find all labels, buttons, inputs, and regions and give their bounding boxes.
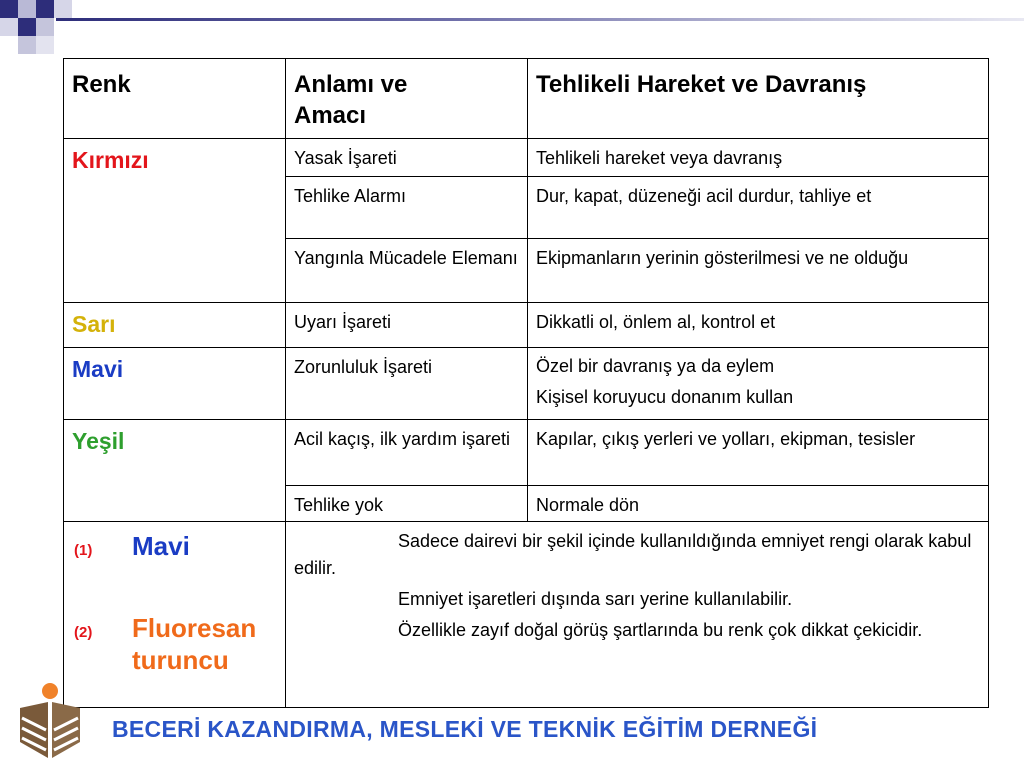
safety-colors-table <box>63 58 989 708</box>
deco-square <box>18 36 36 54</box>
header-anlam <box>286 59 528 139</box>
meaning-cell: Yasak İşareti <box>286 139 528 177</box>
deco-square <box>0 0 18 18</box>
table-row <box>64 348 989 420</box>
notes-colors-cell <box>64 522 286 708</box>
color-mavi: Mavi <box>64 348 286 420</box>
top-divider-line <box>56 18 1024 21</box>
deco-square <box>36 0 54 18</box>
action-cell: Kapılar, çıkış yerleri ve yolları, ekipman, tesisler <box>528 420 989 486</box>
note-text-3: Özellikle zayıf doğal görüş şartlarında bu renk çok dikkat çekicidir. <box>398 620 923 640</box>
deco-square <box>18 18 36 36</box>
notes-text-cell <box>286 522 989 708</box>
notes-row <box>64 522 989 708</box>
note-text-1: Sadece dairevi bir şekil içinde kullanıldığında emniyet rengi olarak kabul edilir. <box>294 531 972 578</box>
deco-square <box>0 18 18 36</box>
association-logo-icon <box>14 682 84 762</box>
meaning-cell: Uyarı İşareti <box>286 303 528 348</box>
meaning-cell: Tehlike Alarmı <box>286 177 528 239</box>
action-cell: Tehlikeli hareket veya davranış <box>528 139 989 177</box>
note-text-2: Emniyet işaretleri dışında sarı yerine kullanılabilir. <box>398 589 793 609</box>
header-anlam-line2: Amacı <box>294 102 367 130</box>
color-sari: Sarı <box>64 303 286 348</box>
meaning-cell: Zorunluluk İşareti <box>286 348 528 420</box>
logo-dot <box>42 683 58 699</box>
deco-square <box>36 18 54 36</box>
color-kirmizi: Kırmızı <box>64 139 286 303</box>
action-cell: Normale dön <box>528 486 989 522</box>
header-renk: Renk <box>64 59 286 139</box>
footer-association-name: BECERİ KAZANDIRMA, MESLEKİ VE TEKNİK EĞİTİM DERNEĞİ <box>112 716 818 742</box>
action-cell <box>528 348 989 420</box>
note-color-fluoresan: Fluoresan turuncu <box>132 613 257 675</box>
header-anlam-line1: Anlamı ve <box>294 71 408 98</box>
action-line2: Kişisel koruyucu donanım kullan <box>536 387 794 407</box>
table-row <box>64 303 989 348</box>
table-header-row <box>64 59 989 139</box>
meaning-cell: Tehlike yok <box>286 486 528 522</box>
deco-square <box>18 0 36 18</box>
table-row <box>64 139 989 177</box>
header-tehlikeli: Tehlikeli Hareket ve Davranış <box>528 59 989 139</box>
action-line1: Özel bir davranış ya da eylem <box>536 356 775 376</box>
meaning-cell: Yangınla Mücadele Elemanı <box>286 239 528 303</box>
action-cell: Dikkatli ol, önlem al, kontrol et <box>528 303 989 348</box>
note-color-mavi: Mavi <box>132 531 190 561</box>
note-number-2: (2) <box>74 624 93 641</box>
deco-square <box>36 36 54 54</box>
meaning-cell: Acil kaçış, ilk yardım işareti <box>286 420 528 486</box>
action-cell: Ekipmanların yerinin gösterilmesi ve ne olduğu <box>528 239 989 303</box>
color-yesil: Yeşil <box>64 420 286 522</box>
note-number-1: (1) <box>74 542 93 559</box>
action-cell: Dur, kapat, düzeneği acil durdur, tahliye et <box>528 177 989 239</box>
table-row <box>64 420 989 486</box>
deco-square <box>54 0 72 18</box>
